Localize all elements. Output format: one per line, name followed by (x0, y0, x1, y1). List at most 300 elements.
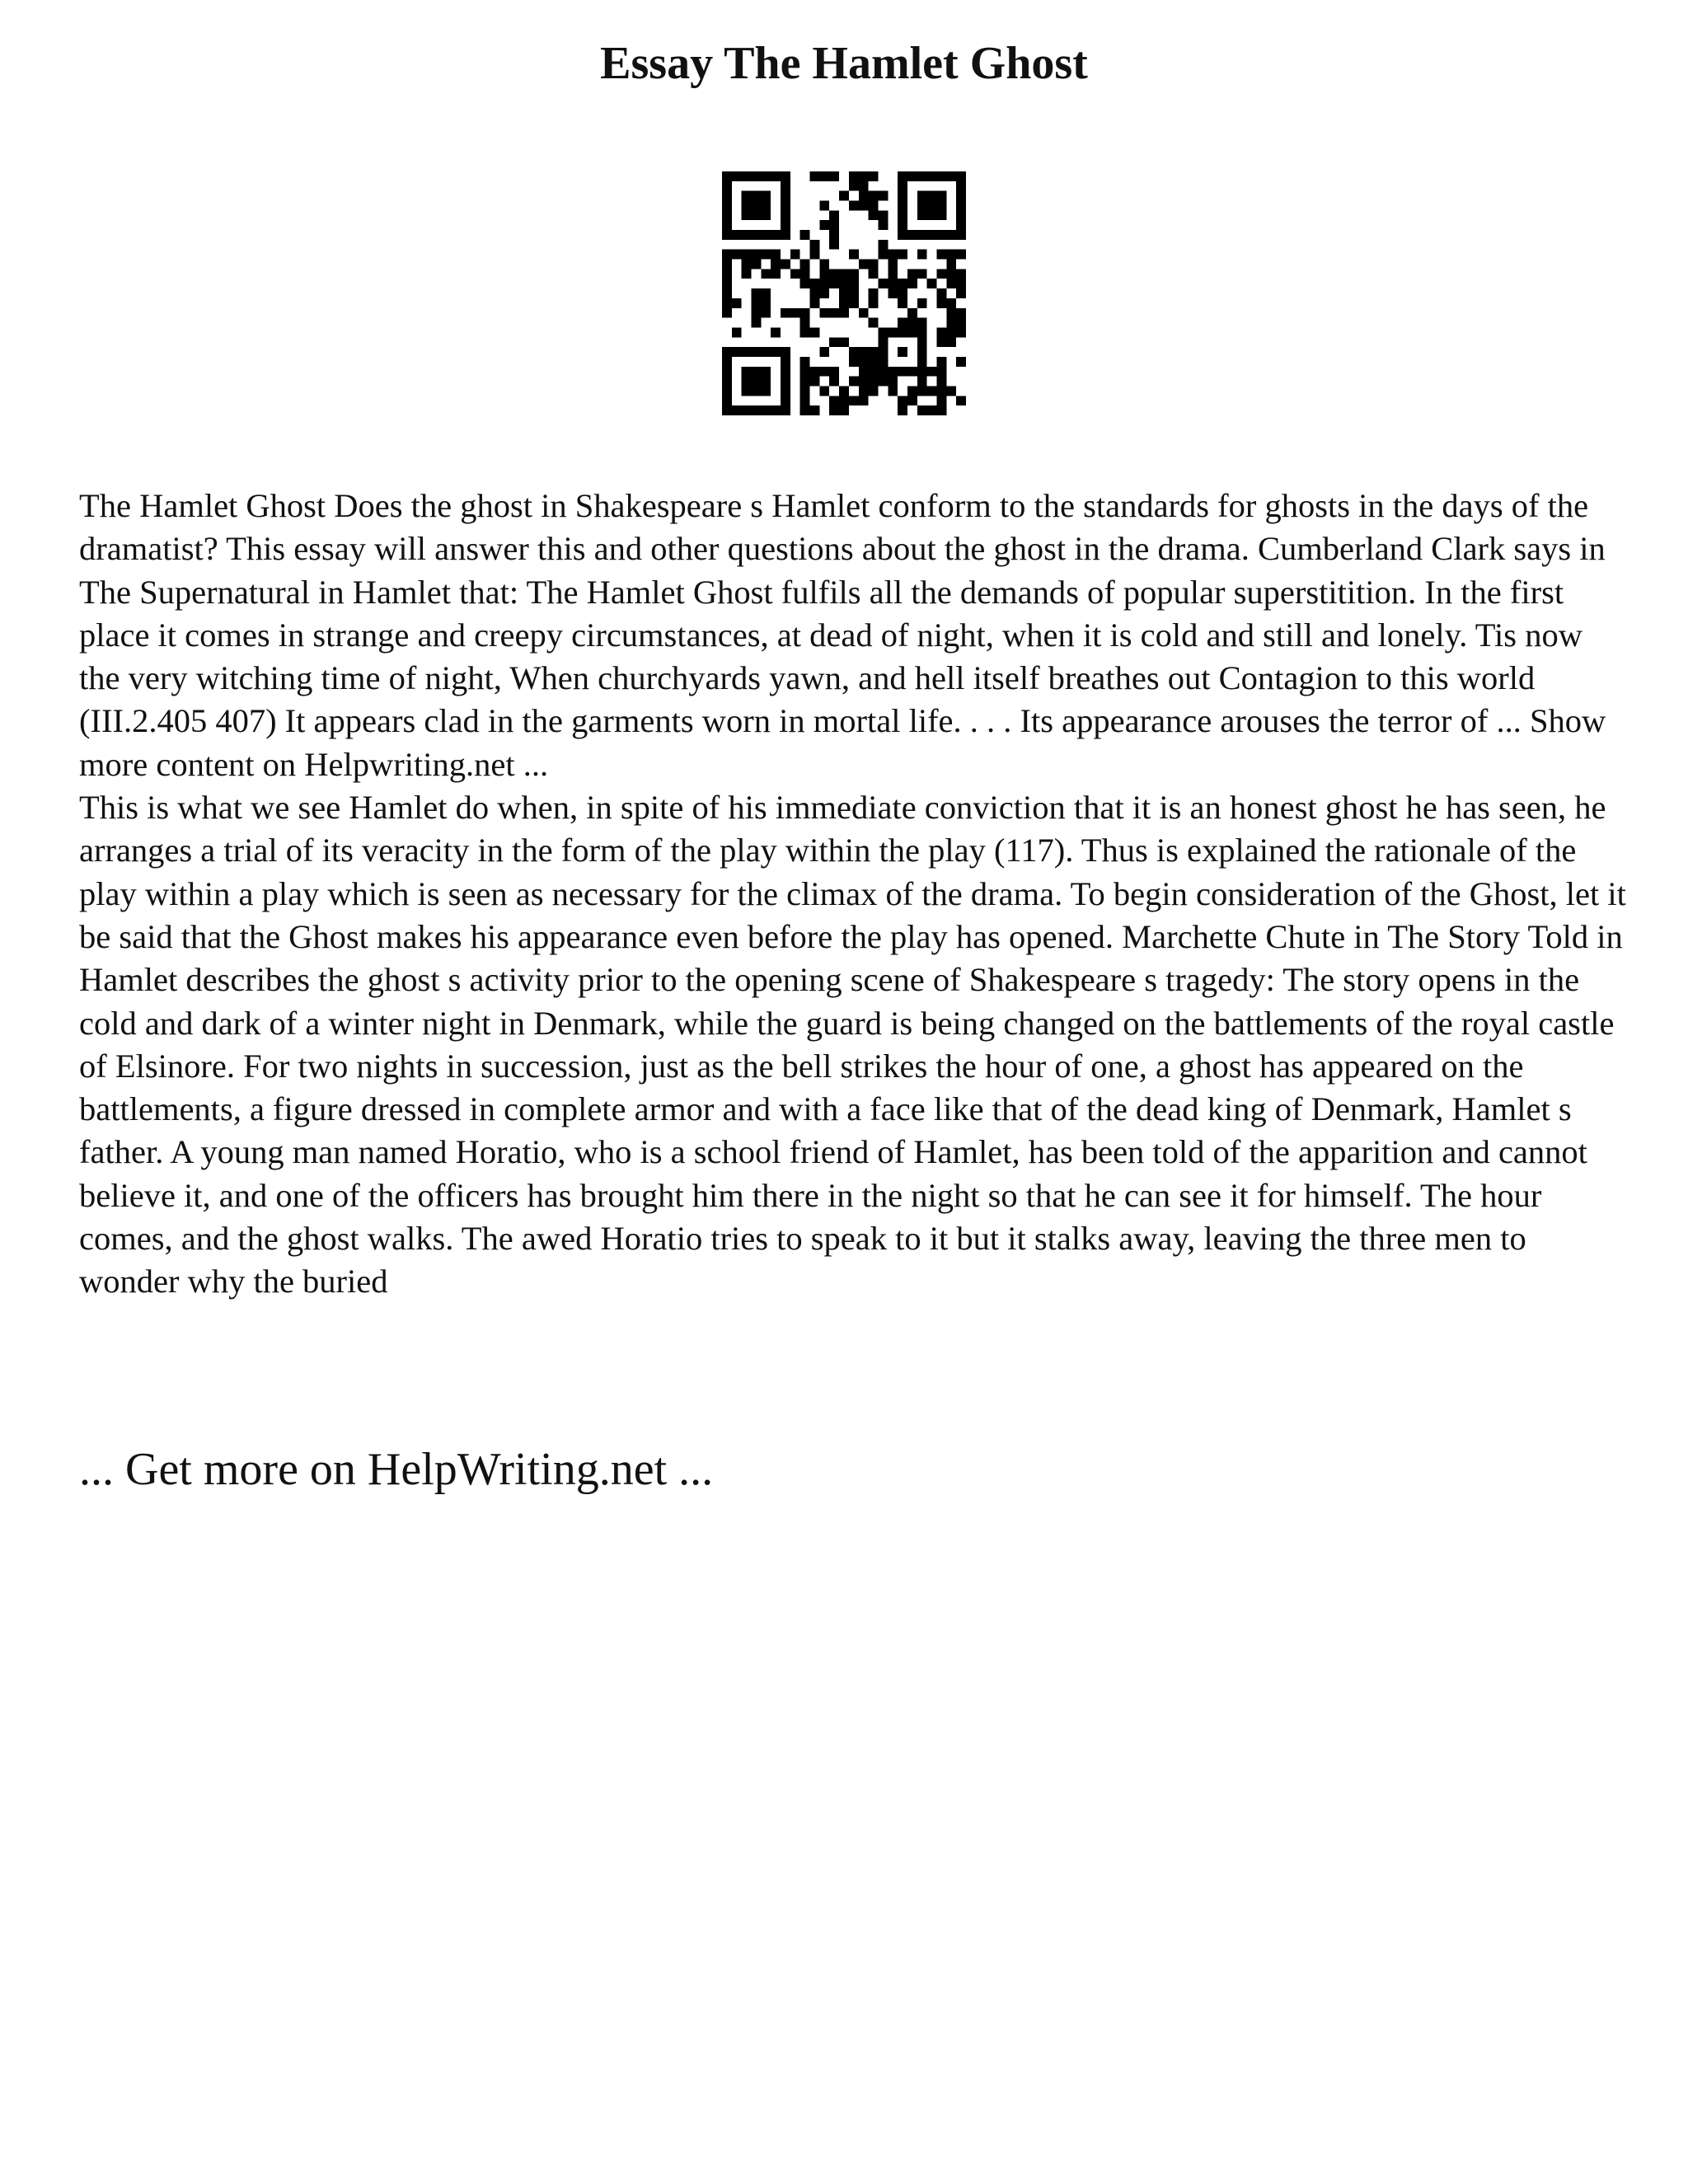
qr-module (819, 308, 829, 318)
qr-module (722, 181, 732, 191)
qr-module (839, 298, 849, 308)
qr-module (761, 308, 771, 318)
qr-module (781, 260, 790, 269)
qr-module (742, 191, 752, 201)
qr-module (888, 288, 898, 298)
qr-module (781, 201, 790, 211)
qr-module (829, 405, 839, 415)
qr-module (898, 250, 907, 260)
qr-module (859, 181, 869, 191)
qr-module (722, 347, 732, 357)
qr-module (859, 386, 869, 396)
qr-module (956, 171, 966, 181)
qr-module (917, 191, 927, 201)
qr-module (781, 367, 790, 377)
qr-module (869, 191, 879, 201)
qr-module (722, 191, 732, 201)
qr-module (829, 171, 839, 181)
qr-module (800, 357, 810, 367)
qr-module (917, 347, 927, 357)
qr-module (722, 396, 732, 405)
qr-module (859, 347, 869, 357)
qr-module (752, 171, 762, 181)
qr-module (946, 230, 956, 240)
qr-module (849, 250, 859, 260)
qr-module (800, 230, 810, 240)
qr-module (752, 367, 762, 377)
qr-module (898, 201, 907, 211)
qr-module (742, 269, 752, 279)
qr-module (907, 327, 917, 337)
qr-module (869, 288, 879, 298)
qr-module (819, 171, 829, 181)
qr-module (907, 269, 917, 279)
qr-module (742, 171, 752, 181)
qr-module (859, 308, 869, 318)
qr-module (752, 230, 762, 240)
qr-module (722, 405, 732, 415)
qr-module (819, 201, 829, 211)
qr-module (771, 230, 781, 240)
qr-module (946, 318, 956, 328)
qr-module (781, 405, 790, 415)
qr-module (936, 357, 946, 367)
qr-module (839, 396, 849, 405)
qr-module (722, 298, 732, 308)
qr-module (752, 210, 762, 220)
qr-module (810, 367, 820, 377)
qr-module (849, 279, 859, 288)
qr-module (722, 279, 732, 288)
qr-module (888, 327, 898, 337)
qr-module (898, 367, 907, 377)
qr-module (810, 171, 820, 181)
qr-module (800, 386, 810, 396)
qr-module (869, 357, 879, 367)
qr-module (907, 230, 917, 240)
qr-module (732, 347, 742, 357)
qr-module (771, 347, 781, 357)
qr-module (956, 201, 966, 211)
qr-module (722, 220, 732, 230)
qr-module (752, 298, 762, 308)
qr-module (936, 405, 946, 415)
qr-module (810, 279, 820, 288)
qr-module (888, 279, 898, 288)
qr-module (800, 318, 810, 328)
qr-module (936, 201, 946, 211)
qr-module (781, 230, 790, 240)
qr-module (907, 386, 917, 396)
qr-module (761, 347, 771, 357)
qr-module (771, 250, 781, 260)
qr-module (936, 171, 946, 181)
qr-module (781, 396, 790, 405)
qr-module (917, 327, 927, 337)
qr-module (936, 210, 946, 220)
paragraph-2: This is what we see Hamlet do when, in spite of his immediate conviction that it is an honest ghost he has seen, he arranges a trial of its veracity in the form of the play within the play (117). Thus is explained the rationale of the play within a play which is seen as necessary for the climax of the drama. To begin consideration of the Ghost, let it be said that the Ghost makes his appearance even before the play has opened. Marchette Chute in The Story Told in Hamlet describes the ghost s activity prior to the opening scene of Shakespeare s tragedy: The story opens in the cold and dark of a winter night in Denmark, while the guard is being changed on the battlements of the royal castle of Elsinore. For two nights in succession, just as the bell strikes the hour of one, a ghost has appeared on the battlements, a figure dressed in complete armor and with a face like that of the dead king of Denmark, Hamlet s father. A young man named Horatio, who is a school friend of Hamlet, has been told of the apparition and cannot believe it, and one of the officers has brought him there in the night so that he can see it for himself. The hour comes, and the ghost walks. The awed Horatio tries to speak to it but it stalks away, leaving the three men to wonder why the buried (79, 789, 1626, 1301)
qr-module (946, 260, 956, 269)
qr-module (800, 327, 810, 337)
qr-module (946, 327, 956, 337)
qr-module (722, 260, 732, 269)
qr-module (927, 201, 937, 211)
qr-module (829, 220, 839, 230)
qr-module (888, 250, 898, 260)
qr-module (898, 171, 907, 181)
qr-module (878, 279, 888, 288)
qr-module (810, 288, 820, 298)
qr-module (878, 250, 888, 260)
qr-module (752, 191, 762, 201)
qr-module (722, 210, 732, 220)
qr-module (936, 386, 946, 396)
qr-module (917, 377, 927, 387)
qr-module (849, 201, 859, 211)
qr-code-icon[interactable] (722, 171, 966, 415)
qr-module (829, 279, 839, 288)
qr-module (761, 298, 771, 308)
qr-module (936, 367, 946, 377)
qr-module (956, 220, 966, 230)
qr-module (771, 405, 781, 415)
qr-module (761, 191, 771, 201)
qr-module (849, 396, 859, 405)
qr-module (800, 367, 810, 377)
qr-module (936, 230, 946, 240)
qr-module (898, 191, 907, 201)
qr-module (722, 357, 732, 367)
qr-module (839, 191, 849, 201)
qr-module (761, 250, 771, 260)
qr-module (917, 405, 927, 415)
qr-module (927, 405, 937, 415)
qr-module (907, 279, 917, 288)
qr-module (869, 269, 879, 279)
qr-module (752, 201, 762, 211)
qr-module (761, 288, 771, 298)
qr-module (810, 405, 820, 415)
qr-module (956, 210, 966, 220)
qr-module (732, 230, 742, 240)
qr-module (917, 171, 927, 181)
qr-module (771, 327, 781, 337)
qr-module (869, 210, 879, 220)
qr-module (869, 298, 879, 308)
qr-module (888, 377, 898, 387)
qr-module (829, 337, 839, 347)
qr-module (761, 171, 771, 181)
qr-module (956, 279, 966, 288)
qr-module (819, 367, 829, 377)
qr-module (742, 230, 752, 240)
qr-module (829, 240, 839, 250)
qr-module (732, 298, 742, 308)
qr-module (917, 318, 927, 328)
qr-module (888, 386, 898, 396)
qr-module (956, 250, 966, 260)
qr-module (888, 260, 898, 269)
qr-module (898, 298, 907, 308)
qr-module (819, 279, 829, 288)
qr-module (907, 318, 917, 328)
qr-module (752, 347, 762, 357)
qr-module (936, 250, 946, 260)
qr-module (849, 357, 859, 367)
qr-module (878, 347, 888, 357)
qr-module (761, 405, 771, 415)
qr-module (742, 367, 752, 377)
qr-module (917, 269, 927, 279)
qr-module (907, 367, 917, 377)
qr-module (752, 386, 762, 396)
qr-module (849, 269, 859, 279)
qr-module (917, 298, 927, 308)
qr-module (869, 386, 879, 396)
qr-module (936, 269, 946, 279)
qr-module (800, 405, 810, 415)
qr-module (752, 308, 762, 318)
qr-module (917, 230, 927, 240)
qr-module (869, 367, 879, 377)
qr-module (790, 269, 800, 279)
qr-module (898, 279, 907, 288)
qr-module (839, 386, 849, 396)
qr-module (829, 396, 839, 405)
qr-module (839, 279, 849, 288)
qr-module (752, 288, 762, 298)
qr-module (810, 298, 820, 308)
qr-module (732, 327, 742, 337)
qr-module (956, 357, 966, 367)
qr-module (927, 367, 937, 377)
qr-module (869, 318, 879, 328)
qr-module (819, 260, 829, 269)
qr-module (878, 240, 888, 250)
qr-module (781, 220, 790, 230)
qr-module (800, 279, 810, 288)
qr-module (956, 318, 966, 328)
qr-module (907, 396, 917, 405)
qr-module (761, 367, 771, 377)
qr-module (732, 250, 742, 260)
qr-module (732, 171, 742, 181)
qr-module (956, 327, 966, 337)
qr-module (829, 230, 839, 240)
qr-module (888, 367, 898, 377)
qr-module (917, 250, 927, 260)
qr-module (849, 171, 859, 181)
qr-module (878, 220, 888, 230)
qr-module (810, 327, 820, 337)
essay-body (79, 485, 1629, 1304)
qr-module (800, 269, 810, 279)
qr-module (742, 377, 752, 387)
qr-module (810, 240, 820, 250)
get-more-link[interactable]: ... Get more on HelpWriting.net ... (79, 1444, 714, 1495)
qr-module (742, 347, 752, 357)
qr-module (771, 269, 781, 279)
qr-module (752, 405, 762, 415)
qr-module (927, 386, 937, 396)
qr-module (849, 298, 859, 308)
qr-module (878, 357, 888, 367)
qr-module (742, 250, 752, 260)
qr-module (917, 386, 927, 396)
qr-module (761, 201, 771, 211)
qr-module (946, 269, 956, 279)
qr-module (869, 171, 879, 181)
qr-module (917, 337, 927, 347)
qr-module (946, 308, 956, 318)
qr-module (722, 250, 732, 260)
qr-module (800, 396, 810, 405)
qr-module (898, 220, 907, 230)
qr-module (722, 386, 732, 396)
qr-module (771, 171, 781, 181)
qr-module (722, 269, 732, 279)
qr-module (849, 377, 859, 387)
qr-module (819, 220, 829, 230)
qr-module (869, 201, 879, 211)
qr-module (781, 377, 790, 387)
qr-module (878, 367, 888, 377)
qr-module (839, 337, 849, 347)
qr-module (732, 405, 742, 415)
qr-module (946, 171, 956, 181)
qr-module (722, 308, 732, 318)
qr-module (956, 396, 966, 405)
qr-module (898, 288, 907, 298)
qr-module (829, 269, 839, 279)
qr-module (781, 386, 790, 396)
qr-module (800, 260, 810, 269)
qr-module (859, 191, 869, 201)
qr-module (927, 230, 937, 240)
qr-module (859, 396, 869, 405)
qr-module (869, 377, 879, 387)
qr-module (956, 269, 966, 279)
qr-module (781, 210, 790, 220)
qr-module (917, 367, 927, 377)
qr-module (761, 210, 771, 220)
qr-module (898, 347, 907, 357)
qr-module (898, 181, 907, 191)
qr-module (829, 377, 839, 387)
qr-module (859, 367, 869, 377)
qr-module (839, 308, 849, 318)
qr-module (819, 386, 829, 396)
qr-module (859, 171, 869, 181)
qr-module (839, 288, 849, 298)
qr-module (946, 250, 956, 260)
qr-module (819, 288, 829, 298)
qr-module (781, 171, 790, 181)
qr-module (849, 288, 859, 298)
qr-module (790, 308, 800, 318)
qr-module (946, 298, 956, 308)
qr-module (869, 260, 879, 269)
qr-module (752, 377, 762, 387)
qr-module (761, 230, 771, 240)
qr-module (722, 171, 732, 181)
qr-module (927, 171, 937, 181)
qr-module (781, 347, 790, 357)
qr-module (936, 191, 946, 201)
qr-module (956, 288, 966, 298)
qr-module (819, 347, 829, 357)
qr-module (819, 269, 829, 279)
qr-module (888, 269, 898, 279)
qr-module (810, 250, 820, 260)
qr-module (761, 377, 771, 387)
qr-module (752, 250, 762, 260)
qr-module (878, 377, 888, 387)
qr-module (956, 181, 966, 191)
qr-module (946, 337, 956, 347)
qr-module (917, 201, 927, 211)
qr-module (898, 405, 907, 415)
qr-module (859, 377, 869, 387)
qr-module (956, 230, 966, 240)
qr-module (761, 269, 771, 279)
qr-module (781, 357, 790, 367)
qr-module (742, 386, 752, 396)
qr-module (936, 298, 946, 308)
qr-module (761, 386, 771, 396)
qr-module (927, 210, 937, 220)
qr-module (742, 201, 752, 211)
qr-module (898, 318, 907, 328)
qr-module (742, 210, 752, 220)
qr-module (898, 396, 907, 405)
qr-module (907, 171, 917, 181)
qr-module (849, 181, 859, 191)
qr-module (781, 181, 790, 191)
qr-module (810, 377, 820, 387)
document-title: Essay The Hamlet Ghost (600, 38, 1088, 89)
qr-module (742, 405, 752, 415)
qr-module (771, 260, 781, 269)
paragraph-1: The Hamlet Ghost Does the ghost in Shakespeare s Hamlet conform to the standards for ghosts in the days of the dramatist? This essay will answer this and other questions about the ghost in the drama. Cumberland Clark says in The Supernatural in Hamlet that: The Hamlet Ghost fulfils all the demands of popular superstitition. In the first place it comes in strange and creepy circumstances, at dead of night, when it is cold and still and lonely. Tis now the very witching time of night, When churchyards yawn, and hell itself breathes out Contagion to this world (III.2.405 407) It appears clad in the garments worn in mortal life. . . . Its appearance arouses the terror of ... Show more content on Helpwriting.net ... (79, 487, 1606, 783)
qr-module (790, 250, 800, 260)
qr-module (878, 337, 888, 347)
qr-module (936, 288, 946, 298)
qr-module (752, 318, 762, 328)
qr-module (752, 260, 762, 269)
qr-module (956, 191, 966, 201)
qr-module (936, 337, 946, 347)
qr-module (946, 279, 956, 288)
qr-module (946, 386, 956, 396)
qr-module (956, 308, 966, 318)
qr-module (917, 357, 927, 367)
qr-module (936, 396, 946, 405)
qr-module (722, 367, 732, 377)
qr-module (839, 405, 849, 415)
qr-module (898, 210, 907, 220)
qr-module (742, 260, 752, 269)
qr-module (898, 230, 907, 240)
qr-module (859, 260, 869, 269)
qr-module (878, 327, 888, 337)
qr-module (936, 327, 946, 337)
qr-module (722, 201, 732, 211)
qr-module (829, 210, 839, 220)
qr-module (800, 377, 810, 387)
qr-module (722, 377, 732, 387)
qr-module (878, 210, 888, 220)
